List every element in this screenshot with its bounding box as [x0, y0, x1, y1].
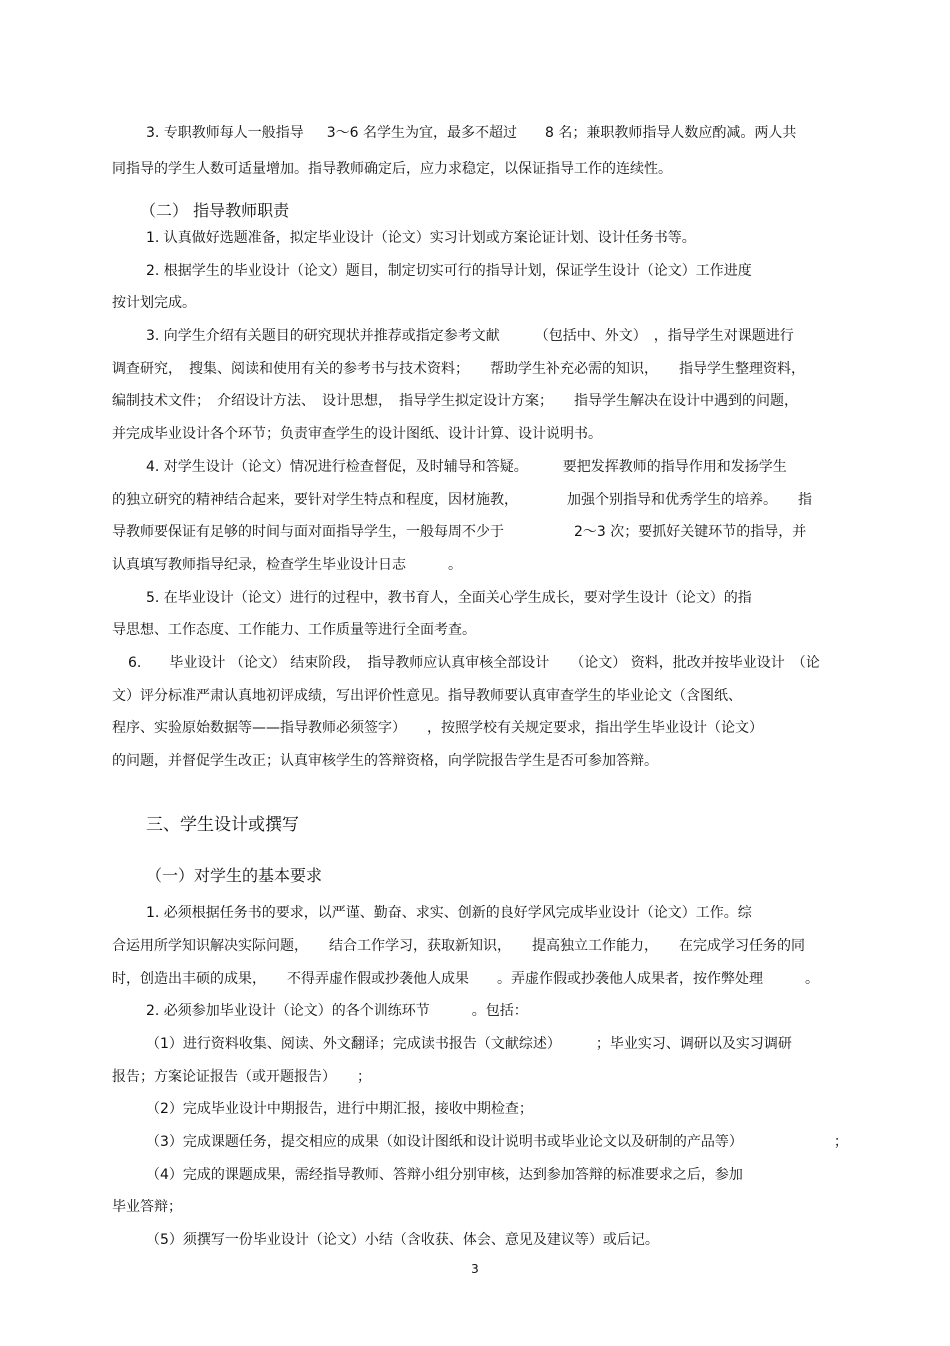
text-line: 同指导的学生人数可适量增加。指导教师确定后，应力求稳定，以保证指导工作的连续性。 [112, 161, 672, 177]
text-line: 4. 对学生设计（论文）情况进行检查督促，及时辅导和答疑。 要把发挥教师的指导作用和发扬学生 [146, 459, 787, 475]
text-line: 调查研究， 搜集、阅读和使用有关的参考书与技术资料； 帮助学生补充必需的知识， 指导学生整理资料， [112, 361, 805, 377]
text-line: 合运用所学知识解决实际问题， 结合工作学习，获取新知识， 提高独立工作能力， 在完成学习任务的同 [112, 938, 805, 954]
text-line: 5. 在毕业设计（论文）进行的过程中，教书育人，全面关心学生成长，要对学生设计（论文）的指 [146, 590, 752, 606]
text-line: 1. 认真做好选题准备，拟定毕业设计（论文）实习计划或方案论证计划、设计任务书等。 [146, 230, 696, 246]
section-heading: （二） 指导教师职责 [140, 201, 290, 220]
text-line: 2. 必须参加毕业设计（论文）的各个训练环节 。包括： [146, 1003, 528, 1019]
text-line: （1）进行资料收集、阅读、外文翻译；完成读书报告（文献综述） ；毕业实习、调研以及实习调研 [146, 1036, 792, 1052]
text-line: 程序、实验原始数据等——指导教师必须签字） ，按照学校有关规定要求，指出学生毕业设计（论文） [112, 720, 763, 736]
text-line: （5）须撰写一份毕业设计（论文）小结（含收获、体会、意见及建议等）或后记。 [146, 1232, 659, 1248]
text-line: 导思想、工作态度、工作能力、工作质量等进行全面考查。 [112, 622, 476, 638]
text-line: 认真填写教师指导纪录，检查学生毕业设计日志 。 [112, 557, 462, 573]
text-line: 2. 根据学生的毕业设计（论文）题目，制定切实可行的指导计划，保证学生设计（论文）工作进度 [146, 263, 752, 279]
text-line: 按计划完成。 [112, 295, 196, 311]
section-heading: （一）对学生的基本要求 [146, 866, 323, 885]
text-line: 编制技术文件； 介绍设计方法、 设计思想， 指导学生拟定设计方案； 指导学生解决在设计中遇到的问题， [112, 393, 798, 409]
text-line: （2）完成毕业设计中期报告，进行中期汇报，接收中期检查； [146, 1101, 533, 1117]
text-line: 的问题，并督促学生改正；认真审核学生的答辩资格，向学院报告学生是否可参加答辩。 [112, 753, 658, 769]
text-line: 3. 专职教师每人一般指导 3～6 名学生为宜，最多不超过 8 名；兼职教师指导人数应酌减。两人共 [146, 125, 797, 141]
text-line: 报告；方案论证报告（或开题报告） ； [112, 1069, 371, 1085]
chapter-heading: 三、学生设计或撰写 [146, 815, 299, 835]
text-line: 文）评分标准严肃认真地初评成绩，写出评价性意见。指导教师要认真审查学生的毕业论文（含图纸、 [112, 688, 742, 704]
text-line: （4）完成的课题成果，需经指导教师、答辩小组分别审核，达到参加答辩的标准要求之后，参加 [146, 1167, 743, 1183]
text-line: 3. 向学生介绍有关题目的研究现状并推荐或指定参考文献 （包括中、外文） ，指导学生对课题进行 [146, 328, 794, 344]
text-line: 时，创造出丰硕的成果， 不得弄虚作假或抄袭他人成果 。弄虚作假或抄袭他人成果者，按作弊处理 。 [112, 971, 819, 987]
text-line: 毕业答辩； [112, 1199, 182, 1215]
text-line: 导教师要保证有足够的时间与面对面指导学生，一般每周不少于 2～3 次；要抓好关键环节的指导，并 [112, 524, 807, 540]
text-line: 并完成毕业设计各个环节；负责审查学生的设计图纸、设计计算、设计说明书。 [112, 426, 602, 442]
text-line: 6. 毕业设计 （论文） 结束阶段， 指导教师应认真审核全部设计 （论文） 资料，批改并按毕业设计 （论 [128, 655, 820, 671]
text-line: 1. 必须根据任务书的要求，以严谨、勤奋、求实、创新的良好学风完成毕业设计（论文）工作。综 [146, 905, 752, 921]
text-line: 的独立研究的精神结合起来，要针对学生特点和程度，因材施教， 加强个别指导和优秀学生的培养。 指 [112, 492, 812, 508]
page-number: 3 [471, 1262, 479, 1276]
text-line: （3）完成课题任务，提交相应的成果（如设计图纸和设计说明书或毕业论文以及研制的产品等） ； [146, 1134, 848, 1150]
